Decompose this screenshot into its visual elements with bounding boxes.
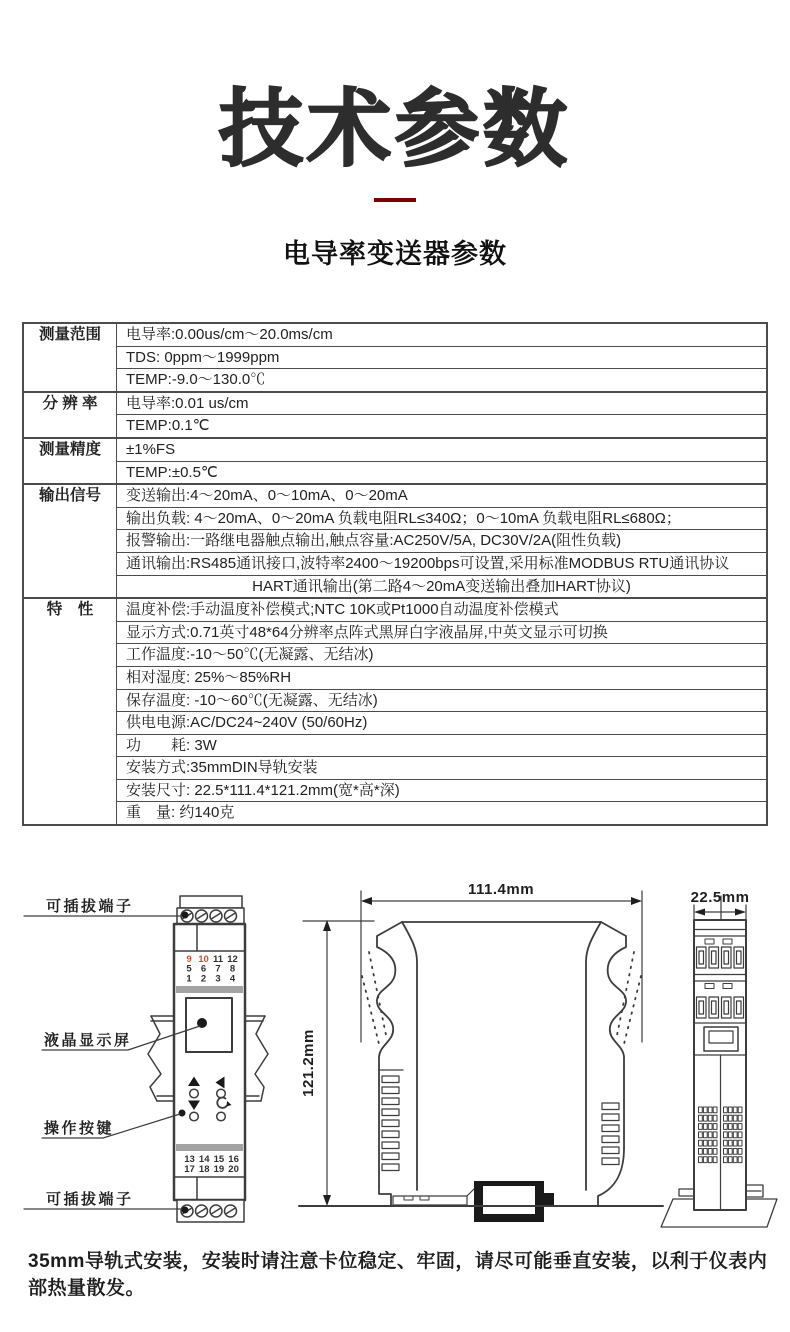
terminal-number: 1: [186, 973, 192, 985]
red-divider: [374, 198, 416, 202]
vent-slot: [602, 1147, 619, 1154]
terminal-number: 6: [200, 963, 207, 975]
vent-slot: [602, 1114, 619, 1121]
left-foot: [379, 1186, 391, 1205]
terminal-number: 9: [186, 954, 192, 965]
width-dimension-label: 111.4mm: [467, 881, 535, 898]
end-view-diagram: [661, 889, 777, 1227]
terminal-number: 13: [184, 1154, 195, 1165]
spec-row: [23, 346, 767, 369]
page-title: 技术参数: [218, 82, 571, 176]
terminal-number: 12: [227, 954, 238, 965]
terminal-number: 16: [228, 1154, 239, 1165]
spec-value: 保存温度: -10～60℃(无凝露、无结冰): [117, 689, 768, 712]
top-terminal-anchor-dot: [182, 912, 189, 919]
spec-table: [22, 322, 768, 826]
spec-value: 供电电源:AC/DC24~240V (50/60Hz): [117, 712, 768, 735]
gray-band-upper: [176, 986, 243, 993]
spec-value: 输出负载: 4～20mA、0～20mA 负载电阻RL≤340Ω；0～10mA 负载电阻RL≤680Ω；: [117, 507, 768, 530]
spec-row: [23, 644, 767, 667]
top-cap: [180, 896, 242, 908]
height-dimension-label: 121.2mm: [300, 1029, 317, 1097]
buttons-anchor-dot: [179, 1110, 186, 1117]
section-subtitle: 电导率变送器参数: [283, 239, 507, 269]
slider-diagonal: [467, 1189, 474, 1196]
terminal-number: 11: [212, 954, 224, 965]
din-clip: [474, 1181, 554, 1222]
spec-row: [23, 484, 767, 507]
spec-value: HART通讯输出(第二路4～20mA变送输出叠加HART协议): [117, 575, 768, 598]
spec-row: [23, 689, 767, 712]
spec-row: [23, 802, 767, 825]
spec-row: [23, 438, 767, 461]
spec-row: [23, 323, 767, 346]
bottom-terminal-anchor-dot: [182, 1207, 189, 1214]
spec-value: 温度补偿:手动温度补偿模式;NTC 10K或Pt1000自动温度补偿模式: [117, 598, 768, 621]
spec-value: TEMP:±0.5℃: [117, 461, 768, 484]
spec-value: 功 耗: 3W: [117, 734, 768, 757]
vent-slot: [382, 1109, 399, 1116]
spec-value: ±1%FS: [117, 438, 768, 461]
vent-slot: [382, 1142, 399, 1149]
spec-value: 安装方式:35mmDIN导轨安装: [117, 757, 768, 780]
vent-slot: [382, 1087, 399, 1094]
vent-slot: [602, 1125, 619, 1132]
terminal-number: 19: [213, 1164, 225, 1175]
spec-group-header: 分 辨 率: [23, 392, 117, 438]
terminal-number: 18: [198, 1164, 210, 1175]
vent-slot: [382, 1098, 399, 1105]
spec-row: [23, 415, 767, 438]
depth-dimension-label: 22.5mm: [690, 889, 750, 906]
vent-slot: [382, 1076, 399, 1083]
width-dimension: [361, 891, 642, 1042]
spec-row: [23, 712, 767, 735]
terminal-number: 3: [215, 973, 221, 985]
spec-value: TEMP:0.1℃: [117, 415, 768, 438]
spec-value: 安装尺寸: 22.5*111.4*121.2mm(宽*高*深): [117, 779, 768, 802]
spec-group-header: 输出信号: [23, 484, 117, 598]
spec-value: 电导率:0.00us/cm～20.0ms/cm: [117, 323, 768, 346]
texture-dotted-lines: [362, 952, 641, 1044]
spec-row: [23, 621, 767, 644]
front-view-diagram: [24, 896, 268, 1222]
spec-group-header: 特 性: [23, 598, 117, 825]
spec-value: 电导率:0.01 us/cm: [117, 392, 768, 415]
install-note: 35mm导轨式安装，安装时请注意卡位稳定、牢固，请尽可能垂直安装，以利于仪表内部热量散发。: [28, 1251, 768, 1299]
terminal-number: 20: [228, 1164, 239, 1175]
side-body-left-profile: [377, 922, 402, 1186]
terminal-number: 15: [213, 1154, 225, 1165]
vent-slot: [602, 1158, 619, 1165]
spec-row: [23, 507, 767, 530]
label-buttons: 操作按键: [44, 1120, 115, 1137]
spec-value: 变送输出:4～20mA、0～10mA、0～20mA: [117, 484, 768, 507]
spec-row: [23, 757, 767, 780]
terminal-number: 5: [186, 963, 192, 975]
spec-value: TDS: 0ppm～1999ppm: [117, 346, 768, 369]
spec-row: [23, 734, 767, 757]
side-inner-right: [586, 922, 601, 1190]
terminal-number: 8: [229, 963, 236, 975]
spec-group-header: 测量精度: [23, 438, 117, 484]
end-hook-left: [679, 1189, 694, 1196]
gray-band-lower: [176, 1144, 243, 1151]
vent-slot: [602, 1136, 619, 1143]
spec-row: [23, 666, 767, 689]
spec-value: 重 量: 约140克: [117, 802, 768, 825]
spec-value: 显示方式:0.71英寸48*64分辨率点阵式黑屏白字液晶屏,中英文显示可切换: [117, 621, 768, 644]
label-top-terminal: 可插拔端子: [46, 898, 134, 915]
spec-group-header: 测量范围: [23, 323, 117, 392]
vent-slot: [382, 1131, 399, 1138]
spec-value: TEMP:-9.0～130.0℃: [117, 369, 768, 392]
spec-value: 通讯输出:RS485通讯接口,波特率2400～19200bps可设置,采用标准MODBUS RTU通讯协议: [117, 552, 768, 575]
spec-row: [23, 779, 767, 802]
spec-value: 工作温度:-10～50℃(无凝露、无结冰): [117, 644, 768, 667]
spec-row: [23, 575, 767, 598]
terminal-number: 17: [184, 1164, 195, 1175]
vent-slot: [382, 1153, 399, 1160]
right-foot: [598, 1148, 624, 1205]
vent-slot: [382, 1164, 399, 1171]
terminal-number: 7: [215, 963, 221, 975]
vent-slot: [602, 1103, 619, 1110]
spec-row: [23, 369, 767, 392]
label-bottom-terminal: 可插拔端子: [46, 1191, 134, 1208]
end-hook-right: [746, 1185, 763, 1197]
side-view-diagram: [299, 881, 663, 1222]
side-inner-left: [402, 922, 417, 1190]
label-lcd: 液晶显示屏: [44, 1032, 132, 1049]
spec-row: [23, 530, 767, 553]
vent-slot: [382, 1120, 399, 1127]
spec-row: [23, 552, 767, 575]
spec-row: [23, 461, 767, 484]
spec-value: 报警输出:一路继电器触点输出,触点容量:AC250V/5A, DC30V/2A(阻性负载): [117, 530, 768, 553]
spec-row: [23, 598, 767, 621]
terminal-number: 14: [198, 1154, 210, 1165]
terminal-number: 4: [229, 973, 236, 985]
terminal-number: 10: [198, 954, 209, 965]
dimension-diagrams: [0, 870, 790, 1250]
terminal-number: 2: [200, 973, 207, 985]
spec-value: 相对湿度: 25%～85%RH: [117, 666, 768, 689]
spec-row: [23, 392, 767, 415]
